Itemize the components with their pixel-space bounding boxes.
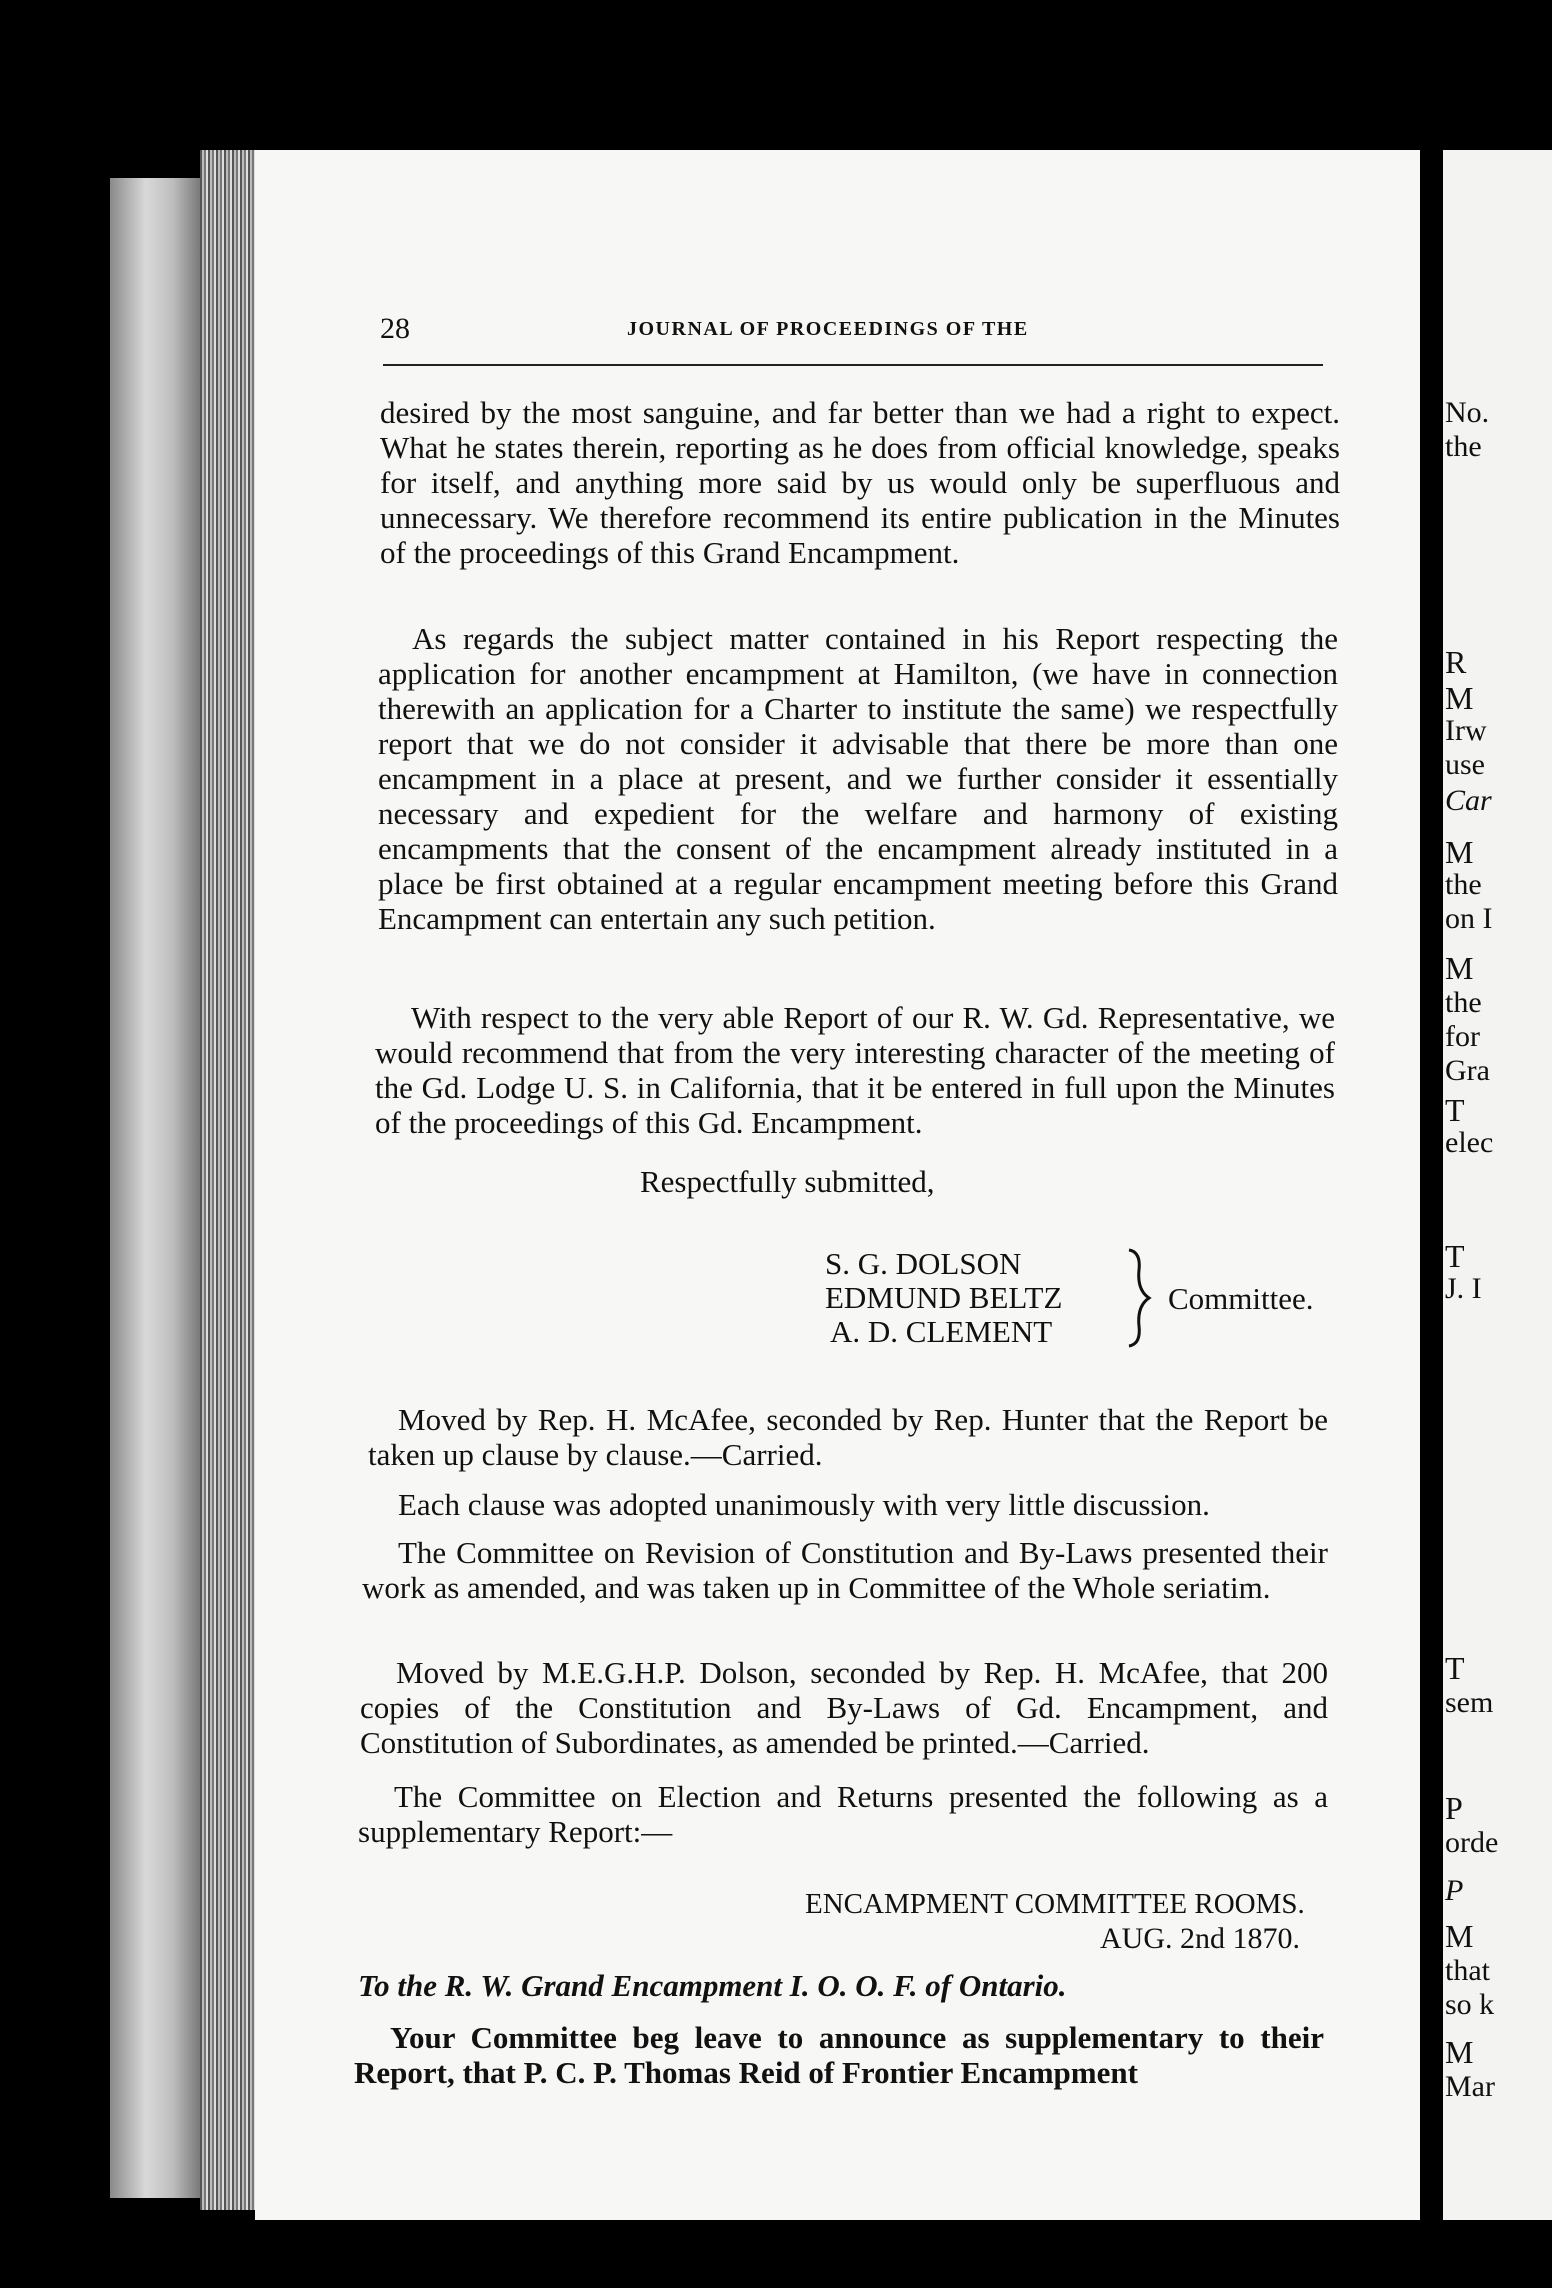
next-page-fragment: T xyxy=(1445,1238,1465,1274)
next-page-fragment: M xyxy=(1445,950,1474,986)
paragraph-clause-adopted: Each clause was adopted unanimously with very little discussion. xyxy=(398,1487,1210,1522)
next-page-fragment: No. xyxy=(1445,396,1490,429)
committee-member-2: EDMUND BELTZ xyxy=(825,1280,1063,1315)
next-page-fragment: on I xyxy=(1445,902,1493,935)
next-page-fragment: Gra xyxy=(1445,1054,1490,1087)
next-page-fragment: that xyxy=(1445,1954,1490,1987)
paragraph-revision: The Committee on Revision of Constitution and By-Laws presented their work as amended, and was taken up in Committee of the Whole seriatim. xyxy=(362,1535,1328,1605)
next-page-fragment: Mar xyxy=(1445,2070,1495,2103)
next-page-fragment: J. I xyxy=(1445,1272,1482,1305)
final-paragraph: Your Committee beg leave to announce as supplementary to their Report, that P. C. P. Thomas Reid of Frontier Encampment xyxy=(354,2020,1324,2090)
paragraph-moved-1: Moved by Rep. H. McAfee, seconded by Rep. Hunter that the Report be taken up clause by clause.—Carried. xyxy=(368,1402,1328,1472)
next-page-fragment: M xyxy=(1445,834,1474,870)
paragraph-1: desired by the most sanguine, and far better than we had a right to expect. What he states therein, reporting as he does from official knowledge, speaks for itself, and anything more said by us would only be superfluous and unnecessary. We therefore recommend its entire publication in the Minutes of the proceedings of this Grand Encampment. xyxy=(380,395,1340,570)
committee-label: Committee. xyxy=(1168,1281,1314,1316)
next-page-fragment: M xyxy=(1445,2034,1474,2070)
next-page-fragment: M xyxy=(1445,680,1474,716)
next-page-fragment: Irw xyxy=(1445,714,1487,747)
committee-member-3: A. D. CLEMENT xyxy=(830,1314,1053,1349)
next-page-fragment: so k xyxy=(1445,1988,1495,2021)
committee-member-1: S. G. DOLSON xyxy=(825,1246,1022,1281)
brace-icon xyxy=(1125,1248,1155,1348)
next-page-fragment: the xyxy=(1445,430,1482,463)
paragraph-2: As regards the subject matter contained in his Report respecting the application for another encampment at Hamilton, (we have in connection therewith an application for a Charter to institute the same) we respectfully report that we do not consider it advisable that there be more than one encampment in a place at present, and we further consider it essentially necessary and expedient for the welfare and harmony of existing encampments that the consent of the encampment already instituted in a place be first obtained at a regular encampment meeting before this Grand Encampment can entertain any such petition. xyxy=(378,621,1338,936)
next-page-fragment: P xyxy=(1445,1874,1464,1907)
salutation: To the R. W. Grand Encampment I. O. O. F. of Ontario. xyxy=(358,1968,1067,2003)
signoff: Respectfully submitted, xyxy=(640,1164,935,1199)
next-page-fragment: M xyxy=(1445,1918,1474,1954)
next-page-fragment: the xyxy=(1445,986,1482,1019)
next-page-fragment: P xyxy=(1445,1790,1463,1826)
next-page-fragment: the xyxy=(1445,868,1482,901)
next-page-fragment: T xyxy=(1445,1650,1465,1686)
book-binding xyxy=(200,150,260,2210)
paragraph-election: The Committee on Election and Returns presented the following as a supplementary Report:— xyxy=(358,1779,1328,1849)
paragraph-moved-2: Moved by M.E.G.H.P. Dolson, seconded by Rep. H. McAfee, that 200 copies of the Constitution and By-Laws of Gd. Encampment, and Constitution of Subordinates, as amended be printed.—Carried. xyxy=(360,1655,1328,1760)
next-page-fragment: for xyxy=(1445,1020,1480,1053)
left-page-edge xyxy=(110,178,200,2198)
paragraph-3: With respect to the very able Report of our R. W. Gd. Representative, we would recommend that from the very interesting character of the meeting of the Gd. Lodge U. S. in California, that it be entered in full upon the Minutes of the proceedings of this Gd. Encampment. xyxy=(375,1000,1335,1140)
next-page-fragment: Car xyxy=(1445,784,1492,817)
date-line: AUG. 2nd 1870. xyxy=(1100,1922,1300,1955)
next-page-fragment: elec xyxy=(1445,1126,1494,1159)
next-page-fragment: R xyxy=(1445,644,1467,680)
next-page-fragment: sem xyxy=(1445,1686,1494,1719)
location-heading: ENCAMPMENT COMMITTEE ROOMS. xyxy=(805,1888,1305,1920)
running-header: JOURNAL OF PROCEEDINGS OF THE xyxy=(627,318,1029,340)
next-page-fragment: use xyxy=(1445,748,1485,781)
next-page-fragment: T xyxy=(1445,1092,1465,1128)
next-page-fragment: orde xyxy=(1445,1826,1499,1859)
page-number: 28 xyxy=(380,312,410,345)
header-rule xyxy=(383,364,1323,366)
